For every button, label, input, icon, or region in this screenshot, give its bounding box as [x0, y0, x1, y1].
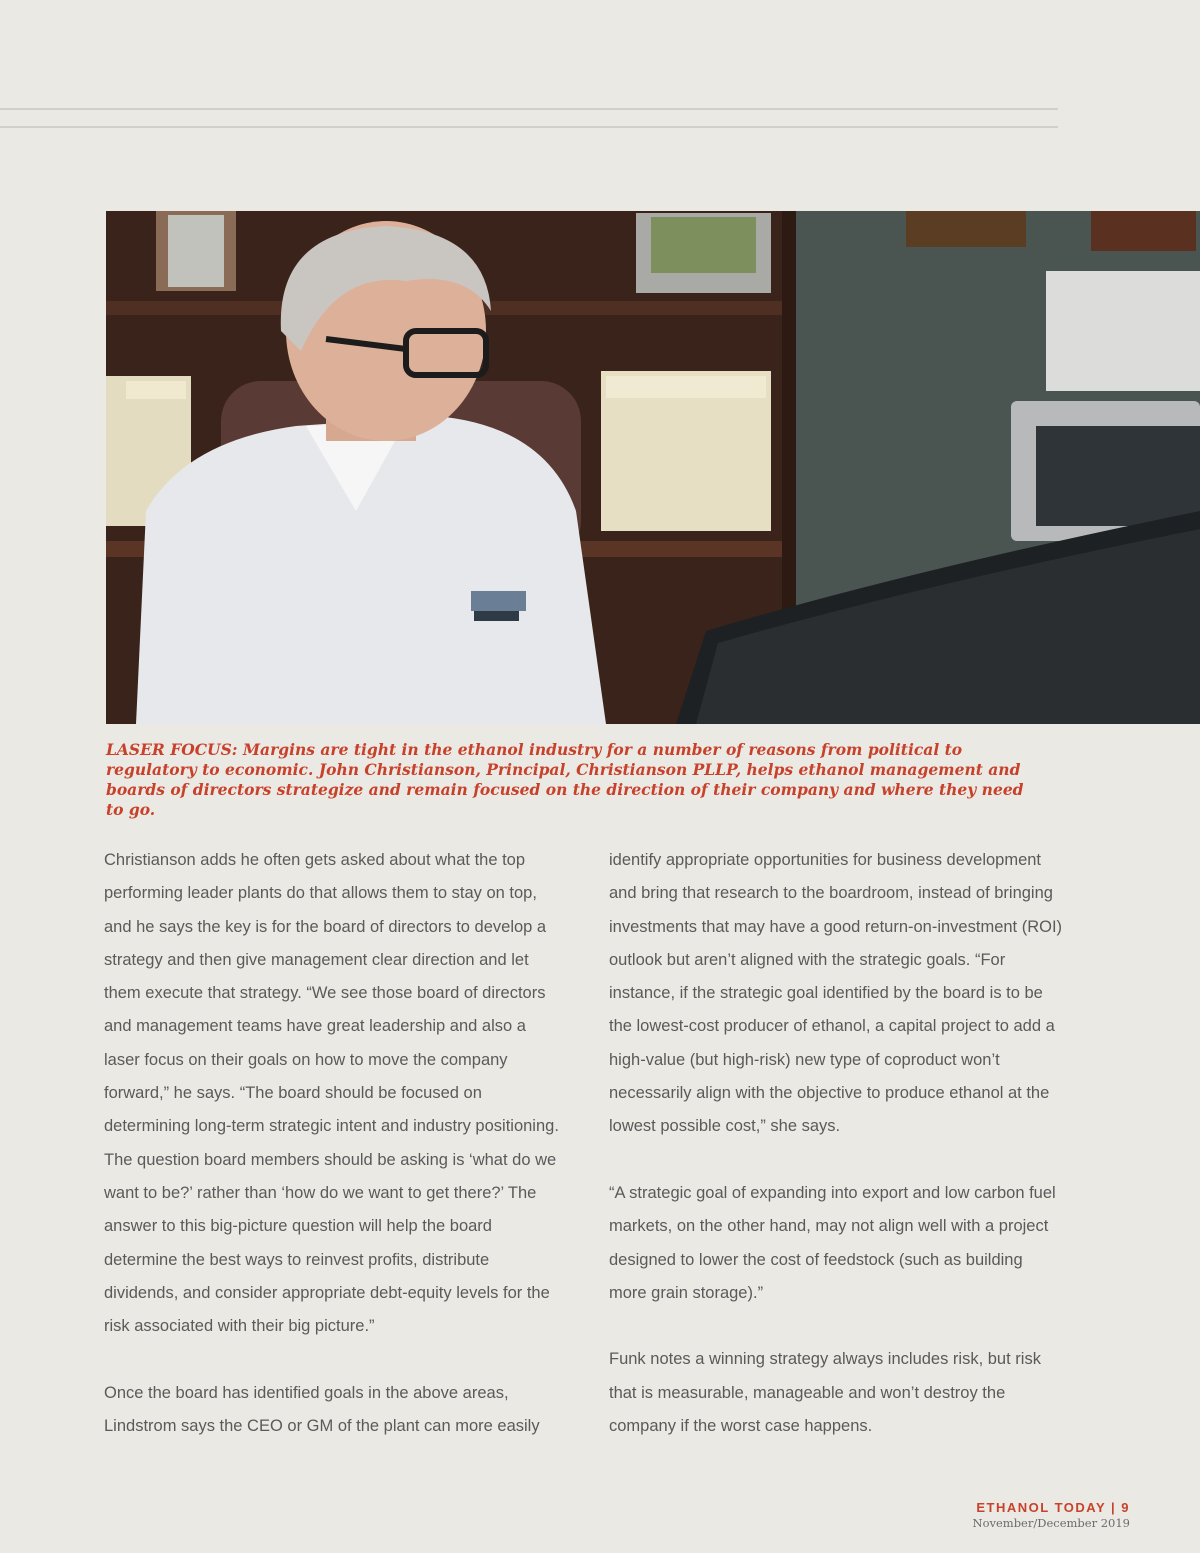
article-paragraph: “A strategic goal of expanding into export and low carbon fuel markets, on the other hand, may not align well with a project designed to lower the cost of feedstock (such as building more grain storage).”	[609, 1183, 1056, 1302]
header-rule-top	[0, 108, 1058, 110]
page-footer	[973, 1500, 1131, 1530]
article-paragraph: Christianson adds he often gets asked about what the top performing leader plants do that allows them to stay on top, and he says the key is for the board of directors to develop a strategy and then give management clear direction and let them execute that strategy. “We see those board of directors and management teams have great leadership and also a laser focus on their goals on how to move the company forward,” he says. “The board should be focused on determining long-term strategic intent and industry positioning. The question board members should be asking is ‘what do we want to be?’ rather than ‘how do we want to get there?’ The answer to this big-picture question will help the board determine the best ways to reinvest profits, distribute dividends, and consider appropriate debt-equity levels for the risk associated with their big picture.”	[104, 851, 559, 1336]
photo-caption: LASER FOCUS: Margins are tight in the ethanol industry for a number of reasons from political to regulatory to economic. John Christianson, Principal, Christianson PLLP, helps ethanol management and boards of directors strategize and remain focused on the direction of their company and where they need to go.	[106, 740, 1024, 819]
article-paragraph: identify appropriate opportunities for business development and bring that research to the boardroom, instead of bringing investments that may have a good return-on-investment (ROI) outlook but aren’t aligned with the strategic goals. “For instance, if the strategic goal identified by the board is to be the lowest-cost producer of ethanol, a capital project to add a high-value (but high-risk) new type of coproduct won’t necessarily align with the objective to produce ethanol at the lowest possible cost,” she says.	[609, 851, 1063, 1136]
header-rule-bottom	[0, 126, 1058, 128]
article-paragraph: Once the board has identified goals in the above areas, Lindstrom says the CEO or GM of the plant can more easily	[104, 1383, 540, 1436]
article-photo	[106, 211, 1200, 724]
article-column-right	[609, 844, 1064, 1443]
article-paragraph: Funk notes a winning strategy always includes risk, but risk that is measurable, manageable and won’t destroy the company if the worst case happens.	[609, 1350, 1041, 1436]
magazine-name-page-number: ETHANOL TODAY | 9	[976, 1500, 1130, 1515]
issue-date: November/December 2019	[972, 1516, 1130, 1530]
photo-illustration	[106, 211, 1200, 724]
article-column-left	[104, 844, 559, 1443]
